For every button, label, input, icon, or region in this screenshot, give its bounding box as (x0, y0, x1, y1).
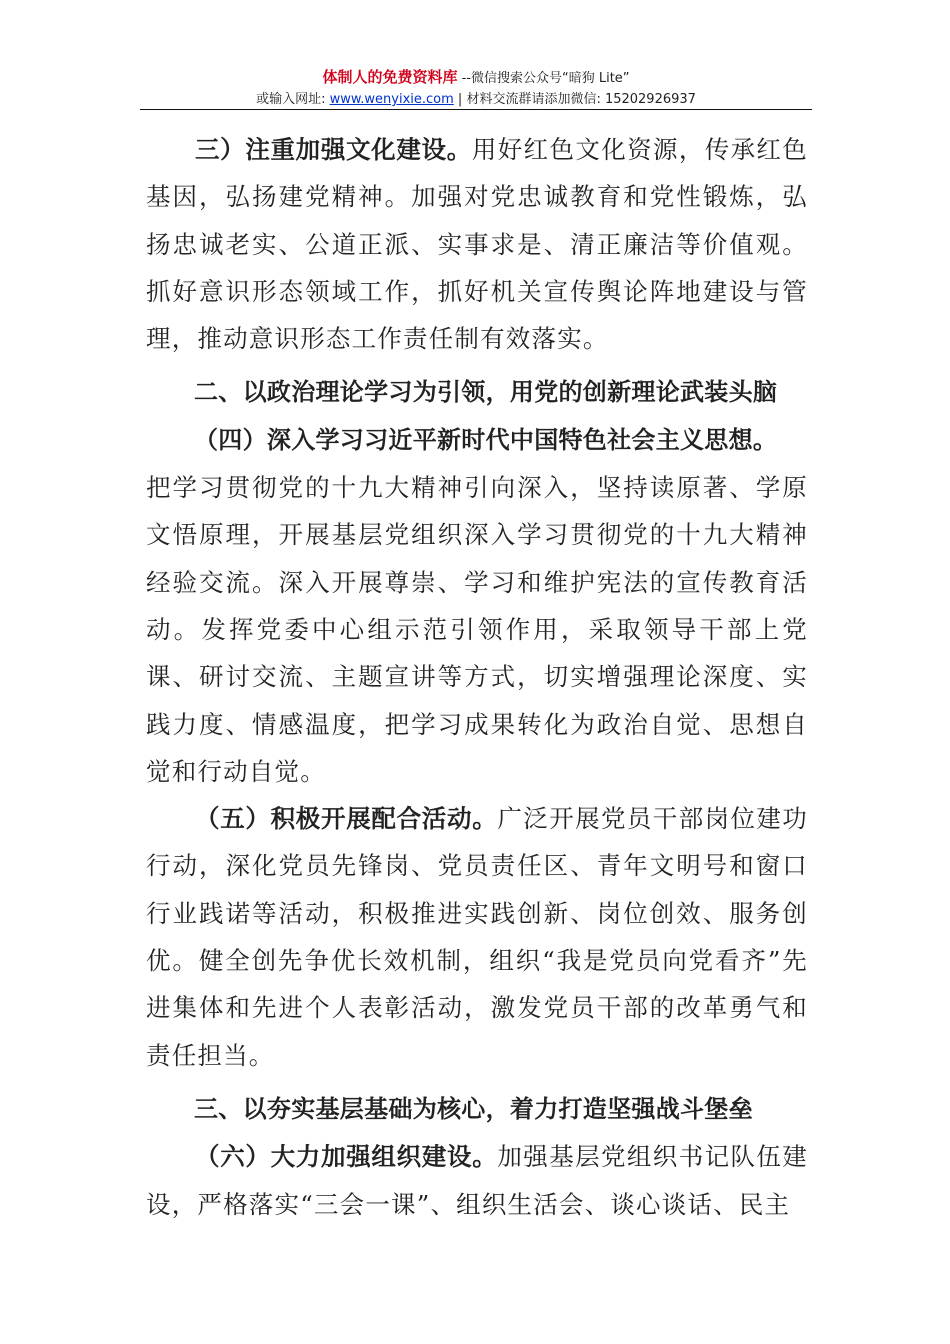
paragraph-text-organization: 加强基层党组织书记队伍建设，严格落实“三会一课”、组织生活会、谈心谈话、民主 (146, 1142, 809, 1219)
paragraph-activities (146, 795, 808, 1079)
header-divider (140, 109, 812, 110)
paragraph-lead-organization: （六）大力加强组织建设。 (195, 1142, 498, 1172)
paragraph-culture (146, 126, 808, 362)
site-name: 体制人的免费资料库 (322, 68, 458, 86)
spacer (146, 362, 808, 369)
page-header (140, 66, 812, 110)
sub-heading-study: （四）深入学习习近平新时代中国特色社会主义思想。 (194, 425, 778, 454)
paragraph-study: 把学习贯彻党的十九大精神引向深入，坚持读原著、学原文悟原理，开展基层党组织深入学习贯彻党的十九大精神经验交流。深入开展尊崇、学习和维护宪法的宣传教育活动。发挥党委中心组示范引领作用，采取领导干部上党课、研讨交流、主题宣讲等方式，切实增强理论深度、实践力度、情感温度，把学习成果转化为政治自觉、思想自觉和行动自觉。 (146, 473, 808, 786)
paragraph-organization (146, 1133, 808, 1228)
paragraph-lead-culture: 三）注重加强文化建设。 (195, 135, 472, 164)
header-contact-line (140, 90, 812, 110)
section-heading-2: 二、以政治理论学习为引领，用党的创新理论武装头脑 (194, 378, 778, 407)
paragraph-lead-activities: （五）积极开展配合活动。 (195, 804, 498, 834)
header-tagline: --微信搜索公众号“暗狗 Lite” (457, 71, 630, 86)
url-prefix: 或输入网址: (256, 92, 330, 107)
document-body (146, 126, 808, 1228)
site-url-link[interactable]: www.wenyixie.com (329, 92, 454, 107)
paragraph-text-culture: 用好红色文化资源，传承红色基因，弘扬建党精神。加强对党忠诚教育和党性锻炼，弘扬忠诚老实、公道正派、实事求是、清正廉洁等价值观。抓好意识形态领域工作，抓好机关宣传舆论阵地建设与管理，推动意识形态工作责任制有效落实。 (146, 135, 809, 354)
header-title-line (140, 66, 812, 90)
contact-info: | 材料交流群请添加微信: 15202926937 (453, 92, 696, 107)
section-heading-3: 三、以夯实基层基础为核心，着力打造坚强战斗堡垒 (194, 1094, 753, 1123)
spacer (146, 1079, 808, 1086)
paragraph-text-activities: 广泛开展党员干部岗位建功行动，深化党员先锋岗、党员责任区、青年文明号和窗口行业践诺等活动，积极推进实践创新、岗位创效、服务创优。健全创先争优长效机制，组织“我是党员向党看齐”先进集体和先进个人表彰活动，激发党员干部的改革勇气和责任担当。 (146, 804, 809, 1070)
